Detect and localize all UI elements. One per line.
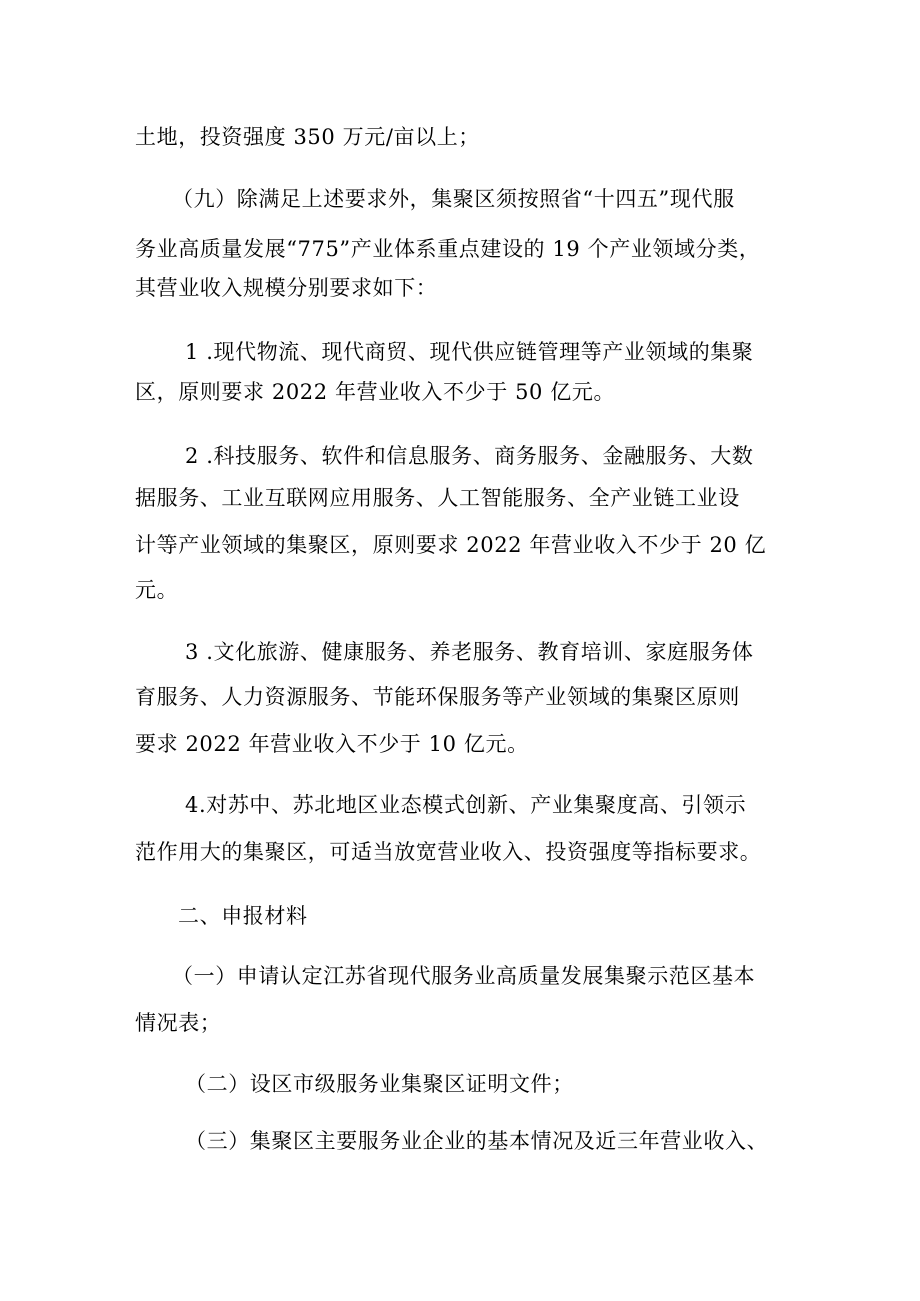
text-line-material-3: （三）集聚区主要服务业企业的基本情况及近三年营业收入、	[185, 1129, 769, 1153]
text-line-point-3: 3 .文化旅游、健康服务、养老服务、教育培训、家庭服务体	[185, 640, 754, 664]
text-line-point-2-cont-2: 计等产业领域的集聚区，原则要求 2022 年营业收入不少于 20 亿	[135, 533, 767, 557]
text-line-point-2-cont-3: 元。	[135, 578, 179, 602]
text-line-point-4: 4.对苏中、苏北地区业态模式创新、产业集聚度高、引领示	[185, 793, 747, 817]
text-line-point-3-cont-1: 育服务、人力资源服务、节能环保服务等产业领域的集聚区原则	[135, 685, 740, 709]
text-line-material-1: （一）申请认定江苏省现代服务业高质量发展集聚示范区基本	[172, 964, 756, 988]
text-line-item-9-cont-1: 务业高质量发展“775”产业体系重点建设的 19 个产业领域分类，	[135, 237, 761, 261]
text-line-point-4-cont: 范作用大的集聚区，可适当放宽营业收入、投资强度等指标要求。	[135, 840, 762, 864]
text-line-point-1-cont: 区，原则要求 2022 年营业收入不少于 50 亿元。	[135, 380, 616, 404]
text-line-point-1: 1 .现代物流、现代商贸、现代供应链管理等产业领域的集聚	[185, 340, 754, 364]
text-line-material-2: （二）设区市级服务业集聚区证明文件；	[185, 1072, 574, 1096]
text-line-land-investment: 土地，投资强度 350 万元/亩以上；	[135, 125, 480, 149]
text-line-item-9-cont-2: 其营业收入规模分别要求如下：	[135, 276, 438, 300]
text-line-point-2-cont-1: 据服务、工业互联网应用服务、人工智能服务、全产业链工业设	[135, 486, 740, 510]
text-line-material-1-cont: 情况表；	[135, 1011, 222, 1035]
text-line-point-2: 2 .科技服务、软件和信息服务、商务服务、金融服务、大数	[185, 444, 754, 468]
section-heading-application-materials: 二、申报材料	[178, 904, 308, 928]
text-line-item-9: （九）除满足上述要求外，集聚区须按照省“十四五”现代服	[172, 187, 735, 211]
text-line-point-3-cont-2: 要求 2022 年营业收入不少于 10 亿元。	[135, 732, 529, 756]
